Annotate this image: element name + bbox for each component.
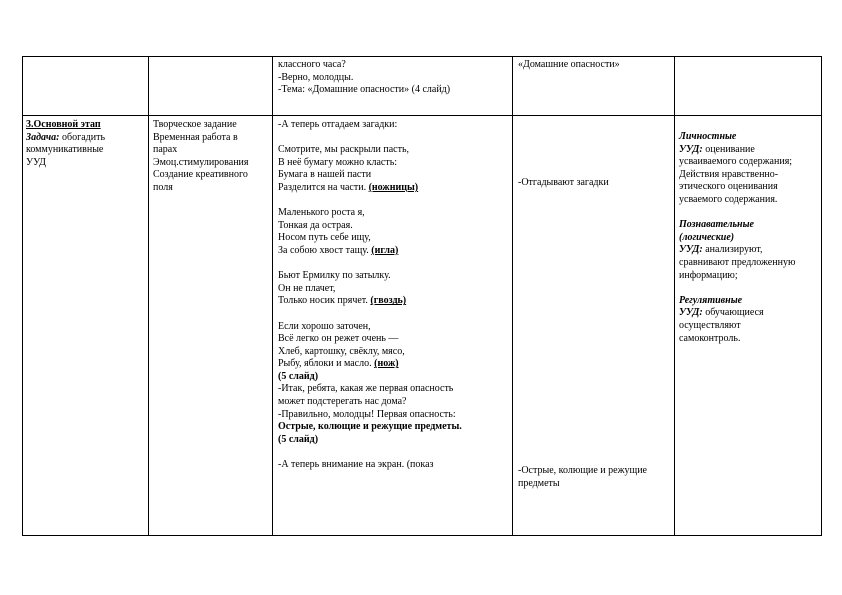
riddle-line: Хлеб, картошку, свёклу, мясо, — [278, 345, 405, 357]
text-line: самоконтроль. — [679, 332, 741, 344]
riddle-answer: (гвоздь) — [370, 295, 407, 307]
text-line: парах — [153, 144, 178, 156]
text-line: «Домашние опасности» — [518, 59, 620, 70]
uud-section-subtitle: (логические) — [679, 231, 735, 243]
methods-cell — [153, 119, 249, 195]
text-line: предметы — [518, 477, 560, 489]
riddle-line: Тонкая да острая. — [278, 219, 353, 231]
text-line: оценивание — [702, 143, 755, 155]
text-line: анализируют, — [702, 244, 763, 256]
uud-section-title: Регулятивные — [679, 294, 743, 306]
text-line: поля — [153, 181, 173, 193]
text-line: коммуникативные — [26, 144, 104, 156]
task-text: обогадить — [59, 131, 105, 143]
riddle-line: Бумага в нашей пасти — [278, 169, 372, 181]
row1-col4-cell — [518, 59, 620, 72]
riddle-line: Смотрите, мы раскрыли пасть, — [278, 144, 410, 156]
text-line: -А теперь отгадаем загадки: — [278, 119, 398, 130]
riddle-line: Рыбу, яблоки и масло. — [278, 358, 375, 370]
student-activity-answer — [518, 465, 647, 490]
uud-section-title: Личностные — [679, 131, 737, 142]
student-activity-guess — [518, 177, 609, 190]
text-line: классного часа? — [278, 59, 346, 70]
uud-cell — [679, 131, 795, 345]
text-line: усваемого содержания. — [679, 193, 778, 205]
riddle-line: В неё бумагу можно класть: — [278, 156, 398, 168]
danger-statement: Острые, колющие и режущие предметы. — [278, 421, 462, 433]
column-divider-3 — [512, 56, 513, 536]
text-line: -Отгадывают загадки — [518, 177, 609, 188]
text-line: может подстерегать нас дома? — [278, 396, 407, 408]
uud-section-title: Познавательные — [679, 219, 754, 231]
riddle-line: Только носик прячет. — [278, 295, 371, 307]
uud-label: УУД: — [679, 307, 703, 319]
slide-note: (5 слайд) — [278, 433, 319, 445]
teacher-activity-cell — [278, 119, 462, 472]
riddle-line: Бьют Ермилку по затылку. — [278, 270, 391, 282]
uud-label: УУД: — [679, 143, 703, 155]
text-line: этического оценивания — [679, 181, 778, 193]
text-line: УУД — [26, 156, 46, 168]
riddle-answer: (игла) — [371, 244, 399, 256]
text-line: сравнивают предложенную — [679, 256, 796, 268]
row1-col3-cell — [278, 59, 450, 97]
text-line: Эмоц.стимулирования — [153, 156, 249, 168]
lesson-plan-table — [22, 56, 822, 536]
column-divider-1 — [148, 56, 149, 536]
riddle-line: Он не плачет, — [278, 282, 336, 294]
table-border-top — [22, 56, 822, 57]
riddle-line: Маленького роста я, — [278, 207, 365, 219]
riddle-line: Всё легко он режет очень — — [278, 333, 399, 345]
text-line: Создание креативного — [153, 169, 248, 181]
riddle-line: За собою хвост тащу. — [278, 244, 372, 256]
column-divider-4 — [674, 56, 675, 536]
text-line: Творческое задание — [153, 119, 237, 130]
text-line: Действия нравственно- — [679, 168, 779, 180]
text-line: -А теперь внимание на экран. (показ — [278, 459, 434, 471]
text-line: осуществляют — [679, 319, 741, 331]
riddle-answer: (ножницы) — [368, 181, 419, 193]
row-divider — [22, 115, 822, 116]
table-border-bottom — [22, 535, 822, 536]
text-line: -Правильно, молодцы! Первая опасность: — [278, 408, 456, 420]
text-line: -Верно, молодцы. — [278, 71, 354, 83]
text-line: -Острые, колющие и режущие — [518, 465, 647, 476]
text-line: информацию; — [679, 269, 738, 281]
text-line: -Итак, ребята, какая же первая опасность — [278, 383, 454, 395]
text-line: обучающиеся — [702, 307, 764, 319]
task-label: Задача: — [26, 131, 60, 143]
text-line: Временная работа в — [153, 131, 238, 143]
table-border-right — [821, 56, 822, 536]
riddle-line: Разделится на части. — [278, 181, 369, 193]
text-line: -Тема: «Домашние опасности» (4 слайд) — [278, 84, 451, 96]
riddle-answer: (нож) — [374, 358, 399, 370]
riddle-line: Если хорошо заточен, — [278, 320, 371, 332]
riddle-line: Носом путь себе ищу, — [278, 232, 371, 244]
stage-title: 3.Основной этап — [26, 119, 101, 130]
stage-cell — [26, 119, 105, 169]
uud-label: УУД: — [679, 244, 703, 256]
column-divider-2 — [272, 56, 273, 536]
table-border-left — [22, 56, 23, 536]
text-line: усваиваемого содержания; — [679, 156, 793, 168]
slide-note: (5 слайд) — [278, 370, 319, 382]
